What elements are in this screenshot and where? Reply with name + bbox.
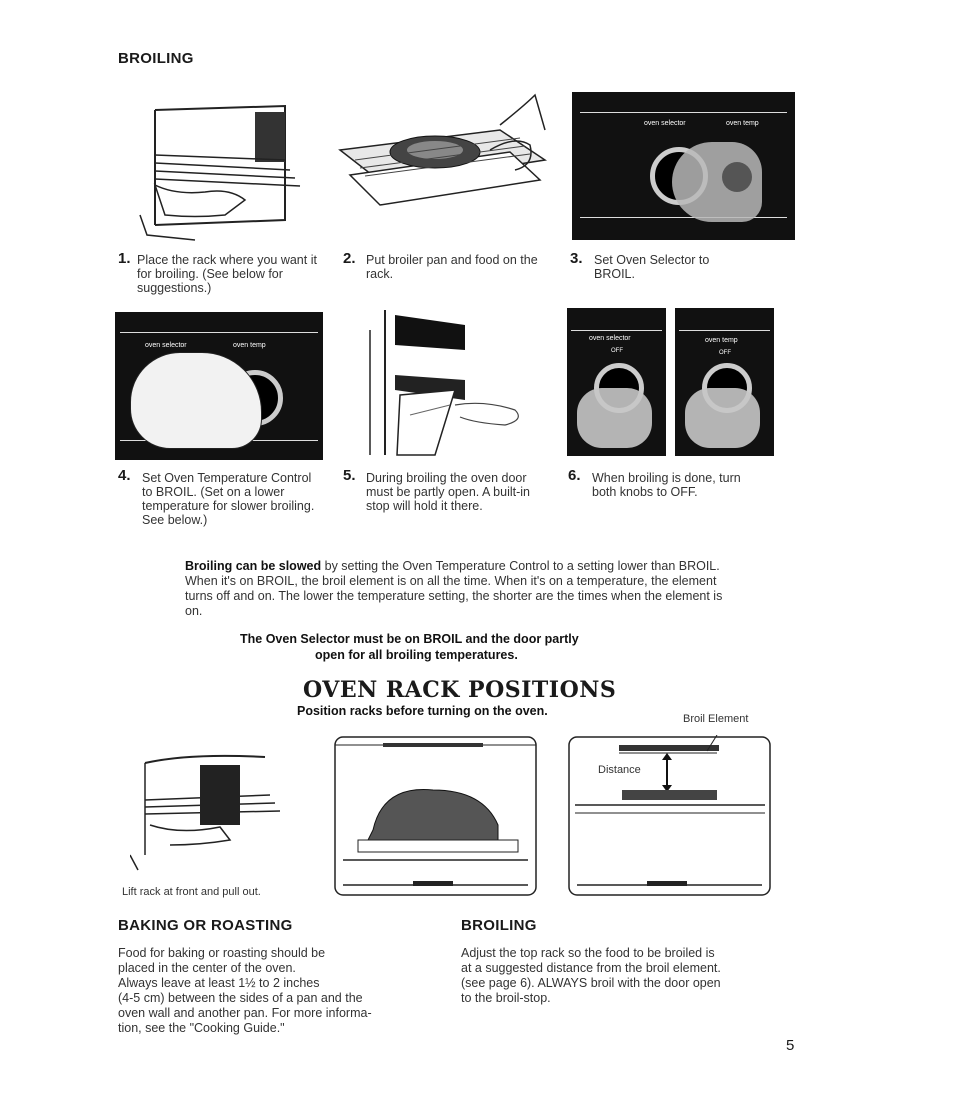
panel-label-oven-temp: oven temp: [705, 337, 738, 344]
figure-selector-off: [567, 308, 666, 456]
panel-label-off: OFF: [611, 348, 623, 354]
caption-distance: Distance: [598, 764, 641, 776]
baking-paragraph: [118, 946, 438, 1036]
figure-place-rack: [135, 100, 315, 245]
step-1-text: Place the rack where you want it for broiling. (See below for suggestions.): [137, 253, 317, 295]
page-number: 5: [786, 1037, 795, 1054]
slow-broiling-text: by setting the Oven Temperature Control to a setting lower than BROIL. When it's on BROIL, the broil element is on all the time. When it's on a temperature, the element turns off and on. The lower the temperature setting, the shorter are the times when the element is on.: [185, 559, 723, 618]
figure-broil-distance: [567, 735, 772, 898]
figure-oven-selector-panel: [572, 92, 795, 240]
step-2-text: Put broiler pan and food on the rack.: [366, 253, 538, 281]
baking-line: placed in the center of the oven.: [118, 961, 296, 975]
panel-label-oven-selector: oven selector: [589, 335, 631, 342]
broiling-line: to the broil-stop.: [461, 991, 551, 1005]
hand-image: [685, 388, 760, 448]
section-title-broiling: BROILING: [118, 50, 194, 67]
figure-oven-roasting: [333, 735, 538, 898]
broiling-line: at a suggested distance from the broil element.: [461, 961, 721, 975]
oven-rack-positions-title: OVEN RACK POSITIONS: [303, 677, 617, 703]
figure-broiler-pan: [330, 90, 555, 215]
hand-image: [130, 352, 262, 449]
panel-label-off: OFF: [719, 350, 731, 356]
step-1-number: 1.: [118, 250, 131, 267]
step-6-text: When broiling is done, turn both knobs to OFF.: [592, 471, 741, 499]
panel-label-oven-temp: oven temp: [233, 342, 266, 349]
figure-lift-rack: [130, 745, 290, 885]
notice-line-1: The Oven Selector must be on BROIL and the door partly: [240, 632, 579, 646]
oven-rack-positions-subtitle: Position racks before turning on the oven.: [297, 704, 548, 718]
figure-oven-temp-panel: [115, 312, 323, 460]
step-4-text: Set Oven Temperature Control to BROIL. (Set on a lower temperature for slower broiling. See below.): [142, 471, 315, 527]
hand-image: [577, 388, 652, 448]
panel-label-oven-temp: oven temp: [726, 120, 759, 127]
panel-label-oven-selector: oven selector: [644, 120, 686, 127]
step-6-number: 6.: [568, 467, 581, 484]
caption-lift-rack: Lift rack at front and pull out.: [122, 886, 261, 898]
step-3-number: 3.: [570, 250, 583, 267]
caption-broil-element: Broil Element: [683, 713, 749, 725]
figure-door-partly-open: [355, 305, 535, 460]
panel-label-oven-selector: oven selector: [145, 342, 187, 349]
step-3-text: Set Oven Selector to BROIL.: [594, 253, 710, 281]
figure-temp-off: [675, 308, 774, 456]
baking-line: Always leave at least 1½ to 2 inches: [118, 976, 320, 990]
baking-line: (4-5 cm) between the sides of a pan and the: [118, 991, 363, 1005]
baking-line: Food for baking or roasting should be: [118, 946, 326, 960]
section-title-baking: BAKING OR ROASTING: [118, 917, 293, 934]
baking-line: tion, see the "Cooking Guide.": [118, 1021, 285, 1035]
broiling-line: (see page 6). ALWAYS broil with the door open: [461, 976, 721, 990]
slow-broiling-paragraph: [185, 559, 740, 619]
step-5-text: During broiling the oven door must be partly open. A built-in stop will hold it there.: [366, 471, 530, 513]
slow-broiling-lead: Broiling can be slowed: [185, 559, 322, 573]
step-4-number: 4.: [118, 467, 131, 484]
notice-line-2: open for all broiling temperatures.: [315, 648, 518, 662]
baking-line: oven wall and another pan. For more informa-: [118, 1006, 372, 1020]
step-2-number: 2.: [343, 250, 356, 267]
broiling-line: Adjust the top rack so the food to be broiled is: [461, 946, 715, 960]
section-title-broiling-rack: BROILING: [461, 917, 537, 934]
step-5-number: 5.: [343, 467, 356, 484]
broiling-paragraph: [461, 946, 801, 1006]
